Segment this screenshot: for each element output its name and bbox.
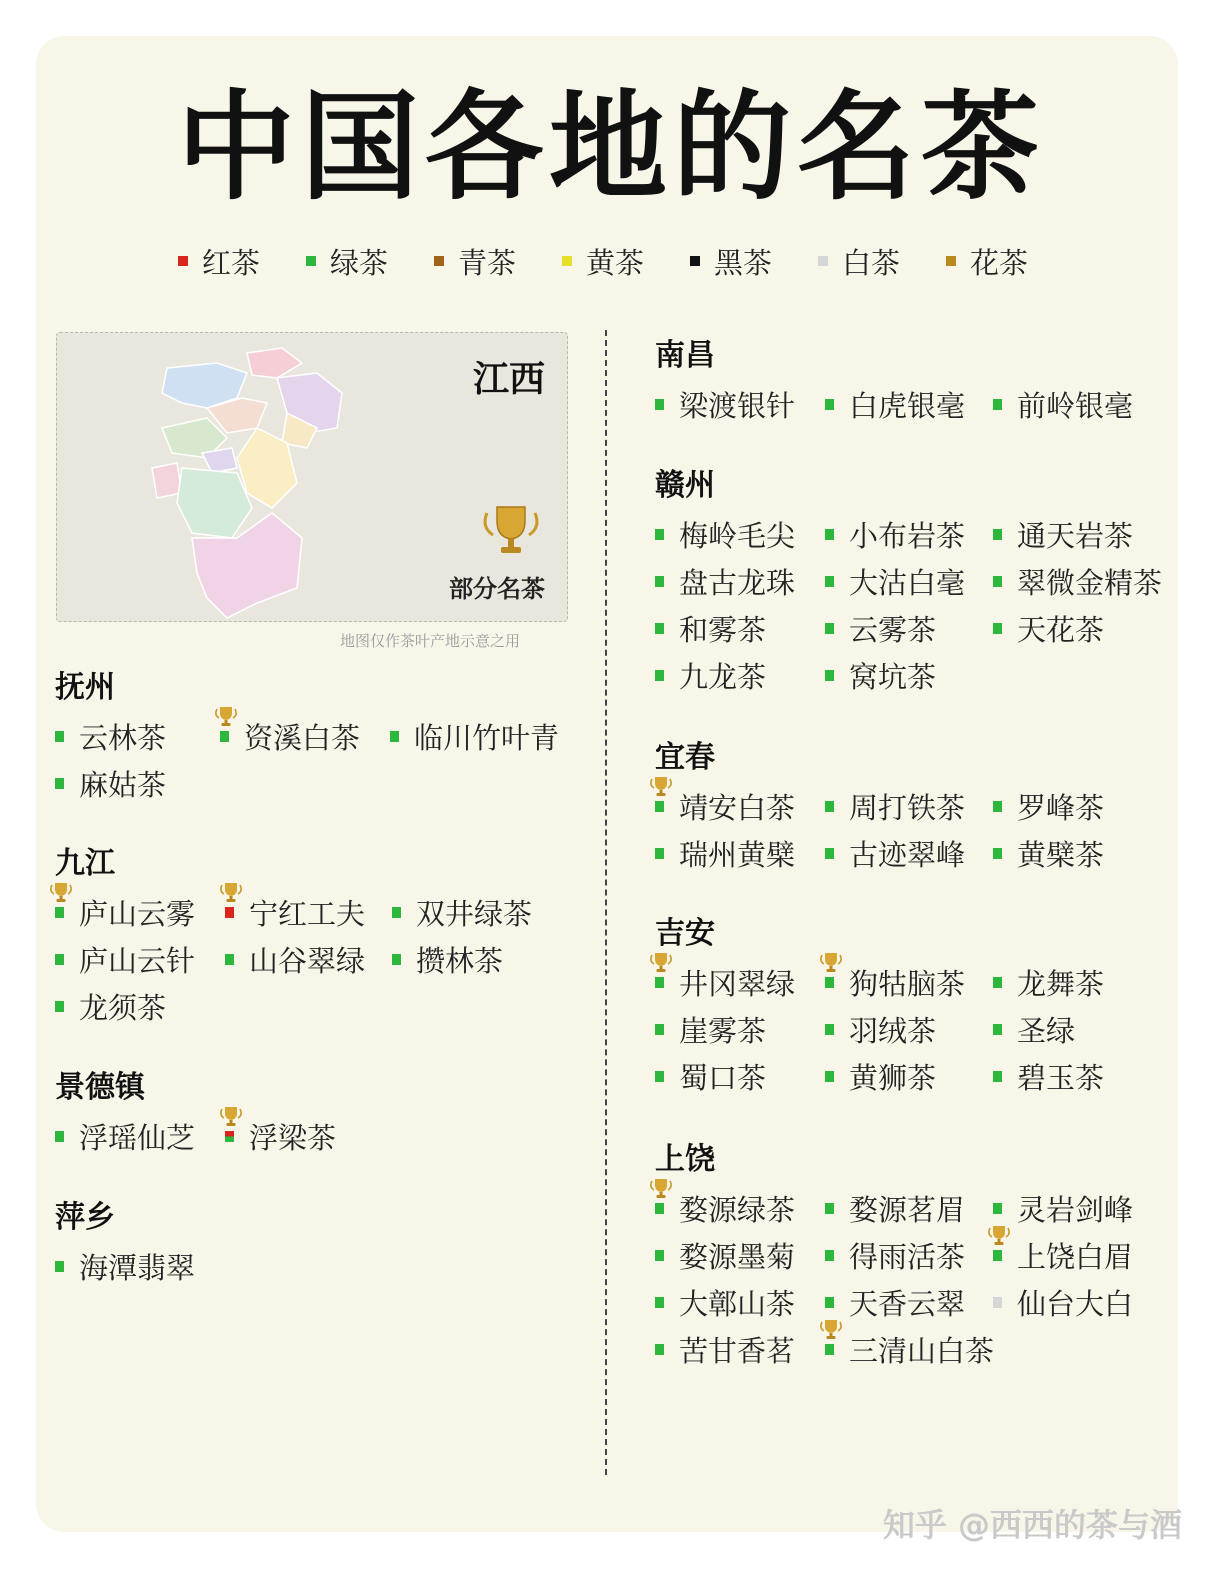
tea-item (825, 1282, 965, 1322)
legend-item (818, 240, 946, 282)
tea-item (655, 608, 766, 648)
tea-name: 临川竹叶青 (414, 720, 560, 755)
tea-name: 大鄣山茶 (679, 1286, 796, 1321)
trophy-icon (649, 1172, 673, 1206)
legend-item (946, 240, 1074, 282)
tea-item (55, 939, 195, 979)
legend-label: 白茶 (842, 245, 901, 280)
tea-name: 婺源墨菊 (679, 1239, 796, 1274)
trophy-icon (49, 876, 73, 910)
tea-type-swatch-icon (655, 848, 664, 859)
tea-name: 罗峰茶 (1017, 790, 1105, 825)
trophy-icon (479, 501, 543, 565)
tea-name: 得雨活茶 (849, 1239, 966, 1274)
tea-type-swatch-icon (55, 954, 64, 965)
tea-item (655, 786, 795, 826)
tea-type-swatch-icon (55, 1131, 64, 1142)
tea-item (55, 1116, 195, 1156)
tea-item (825, 786, 965, 826)
tea-type-swatch-icon (825, 670, 834, 681)
legend-swatch-icon (306, 256, 316, 266)
tea-name: 庐山云针 (79, 943, 196, 978)
tea-type-swatch-icon (55, 1261, 64, 1272)
region-heading-jingdezhen: 景德镇 (55, 1070, 145, 1105)
tea-name: 黄檗茶 (1017, 837, 1105, 872)
tea-name: 羽绒茶 (849, 1013, 937, 1048)
tea-name: 资溪白茶 (244, 720, 361, 755)
tea-item (55, 892, 195, 932)
tea-type-swatch-icon (655, 1071, 664, 1082)
tea-item (993, 1188, 1133, 1228)
tea-type-swatch-icon (825, 848, 834, 859)
tea-item (825, 608, 936, 648)
tea-name: 窝坑茶 (849, 659, 937, 694)
tea-name: 龙须茶 (79, 990, 167, 1025)
tea-item (225, 939, 365, 979)
trophy-icon (219, 1100, 243, 1134)
legend-label: 黄茶 (586, 245, 645, 280)
tea-name: 井冈翠绿 (679, 966, 796, 1001)
tea-item (655, 962, 795, 1002)
map-note: 地图仅作茶叶产地示意之用 (340, 632, 521, 650)
tea-name: 狗牯脑茶 (849, 966, 966, 1001)
tea-type-swatch-icon (993, 529, 1002, 540)
region-heading-fuzhou: 抚州 (55, 670, 115, 705)
tea-item (225, 1116, 336, 1156)
tea-item (993, 1235, 1133, 1275)
jiangxi-map (107, 333, 367, 622)
tea-item (655, 514, 795, 554)
tea-name: 山谷翠绿 (249, 943, 366, 978)
tea-item (993, 962, 1104, 1002)
tea-name: 仙台大白 (1017, 1286, 1134, 1321)
region-heading-jian: 吉安 (655, 916, 715, 951)
tea-item (655, 561, 795, 601)
tea-name: 浮瑶仙芝 (79, 1120, 196, 1155)
legend-item (690, 240, 818, 282)
tea-type-swatch-icon (655, 623, 664, 634)
tea-item (993, 1282, 1133, 1322)
trophy-icon (819, 1313, 843, 1347)
tea-type-swatch-icon (825, 1250, 834, 1261)
tea-type-swatch-icon (825, 399, 834, 410)
tea-name: 宁红工夫 (249, 896, 366, 931)
tea-item (655, 1282, 795, 1322)
legend-label: 青茶 (458, 245, 517, 280)
tea-item (993, 1056, 1104, 1096)
legend-swatch-icon (178, 256, 188, 266)
legend-label: 黑茶 (714, 245, 773, 280)
legend-item (434, 240, 562, 282)
tea-name: 小布岩茶 (849, 518, 966, 553)
tea-item (390, 716, 559, 756)
tea-name: 大沽白毫 (849, 565, 966, 600)
legend-item (306, 240, 434, 282)
tea-type-swatch-icon (993, 399, 1002, 410)
legend-label: 绿茶 (330, 245, 389, 280)
tea-item (825, 514, 965, 554)
tea-name: 婺源绿茶 (679, 1192, 796, 1227)
tea-item (825, 384, 965, 424)
tea-item (220, 716, 360, 756)
tea-name: 黄狮茶 (849, 1060, 937, 1095)
region-heading-pingxiang: 萍乡 (55, 1200, 115, 1235)
tea-type-swatch-icon (993, 576, 1002, 587)
tea-type-swatch-icon (55, 1001, 64, 1012)
tea-type-swatch-icon (825, 1071, 834, 1082)
tea-type-swatch-icon (825, 576, 834, 587)
tea-item (55, 716, 166, 756)
map-region-jian (177, 468, 252, 538)
tea-type-swatch-icon (390, 731, 399, 742)
map-subtitle: 部分名茶 (449, 575, 545, 603)
tea-item (392, 939, 503, 979)
watermark: 知乎 @西西的茶与酒 (882, 1506, 1182, 1544)
tea-type-swatch-icon (825, 1203, 834, 1214)
tea-item (825, 1056, 936, 1096)
tea-name: 海潭翡翠 (79, 1250, 196, 1285)
tea-name: 圣绿 (1017, 1013, 1076, 1048)
tea-item (825, 561, 965, 601)
tea-type-swatch-icon (993, 1024, 1002, 1035)
legend-swatch-icon (562, 256, 572, 266)
tea-type-swatch-icon (993, 801, 1002, 812)
tea-item (392, 892, 532, 932)
map-panel (56, 332, 568, 622)
tea-item (825, 1009, 936, 1049)
tea-type-swatch-icon (655, 1250, 664, 1261)
tea-item (825, 833, 965, 873)
tea-name: 靖安白茶 (679, 790, 796, 825)
tea-name: 通天岩茶 (1017, 518, 1134, 553)
tea-item (655, 384, 795, 424)
tea-name: 苦甘香茗 (679, 1333, 796, 1368)
tea-type-swatch-icon (825, 1297, 834, 1308)
tea-type-swatch-icon (993, 977, 1002, 988)
tea-name: 龙舞茶 (1017, 966, 1105, 1001)
legend-label: 花茶 (970, 245, 1029, 280)
legend-item (178, 240, 306, 282)
tea-item (655, 1056, 766, 1096)
tea-type-swatch-icon (993, 1203, 1002, 1214)
map-region-jingdezhen (247, 348, 302, 378)
legend-swatch-icon (946, 256, 956, 266)
tea-item (225, 892, 365, 932)
tea-name: 碧玉茶 (1017, 1060, 1105, 1095)
tea-item (655, 1188, 795, 1228)
tea-type-swatch-icon (392, 954, 401, 965)
region-heading-jiujiang: 九江 (55, 846, 115, 881)
tea-name: 翠微金精茶 (1017, 565, 1163, 600)
tea-type-swatch-icon (225, 954, 234, 965)
tea-item (993, 833, 1104, 873)
tea-type-swatch-icon (55, 778, 64, 789)
tea-item (655, 1329, 795, 1369)
tea-type-swatch-icon (655, 576, 664, 587)
tea-item (55, 986, 166, 1026)
legend-swatch-icon (690, 256, 700, 266)
map-province-label: 江西 (472, 359, 545, 400)
trophy-icon (219, 876, 243, 910)
trophy-icon (819, 946, 843, 980)
tea-name: 天花茶 (1017, 612, 1105, 647)
tea-type-swatch-icon (655, 529, 664, 540)
page-title: 中国各地的名茶 (176, 78, 1045, 216)
tea-name: 天香云翠 (849, 1286, 966, 1321)
tea-name: 攒林茶 (416, 943, 504, 978)
tea-item (55, 1246, 195, 1286)
tea-type-swatch-icon (993, 623, 1002, 634)
tea-type-swatch-icon (655, 670, 664, 681)
tea-type-swatch-icon (993, 1297, 1002, 1308)
tea-name: 梅岭毛尖 (679, 518, 796, 553)
tea-name: 双井绿茶 (416, 896, 533, 931)
trophy-icon (649, 946, 673, 980)
tea-type-swatch-icon (55, 731, 64, 742)
legend-label: 红茶 (202, 245, 261, 280)
tea-type-swatch-icon (825, 623, 834, 634)
tea-item (993, 786, 1104, 826)
tea-name: 古迹翠峰 (849, 837, 966, 872)
tea-type-swatch-icon (655, 1344, 664, 1355)
tea-item (825, 1329, 994, 1369)
tea-item (655, 1009, 766, 1049)
tea-name: 婺源茗眉 (849, 1192, 966, 1227)
tea-item (993, 561, 1162, 601)
tea-name: 庐山云雾 (79, 896, 196, 931)
tea-name: 白虎银毫 (849, 388, 966, 423)
column-divider (605, 330, 607, 1475)
region-heading-yichun: 宜春 (655, 740, 715, 775)
legend-swatch-icon (818, 256, 828, 266)
tea-name: 九龙茶 (679, 659, 767, 694)
tea-name: 麻姑茶 (79, 767, 167, 802)
tea-type-swatch-icon (825, 529, 834, 540)
trophy-icon (987, 1219, 1011, 1253)
legend-swatch-icon (434, 256, 444, 266)
map-region-pingxiang (152, 463, 182, 498)
tea-name: 前岭银毫 (1017, 388, 1134, 423)
tea-name: 梁渡银针 (679, 388, 796, 423)
tea-type-swatch-icon (825, 1024, 834, 1035)
tea-item (825, 655, 936, 695)
trophy-icon (214, 700, 238, 734)
tea-type-swatch-icon (993, 1071, 1002, 1082)
tea-item (993, 1009, 1075, 1049)
legend-item (562, 240, 690, 282)
tea-type-swatch-icon (825, 801, 834, 812)
tea-name: 灵岩剑峰 (1017, 1192, 1134, 1227)
tea-item (655, 1235, 795, 1275)
tea-name: 周打铁茶 (849, 790, 966, 825)
region-heading-ganzhou: 赣州 (655, 468, 715, 503)
region-heading-shangrao: 上饶 (655, 1142, 715, 1177)
tea-name: 蜀口茶 (679, 1060, 767, 1095)
tea-type-swatch-icon (655, 1297, 664, 1308)
tea-item (993, 608, 1104, 648)
tea-item (655, 833, 795, 873)
legend (178, 240, 1074, 282)
tea-name: 崖雾茶 (679, 1013, 767, 1048)
tea-item (993, 514, 1133, 554)
tea-name: 盘古龙珠 (679, 565, 796, 600)
tea-name: 云雾茶 (849, 612, 937, 647)
tea-type-swatch-icon (655, 1024, 664, 1035)
tea-type-swatch-icon (392, 907, 401, 918)
tea-item (825, 962, 965, 1002)
tea-item (655, 655, 766, 695)
region-heading-nanchang: 南昌 (655, 338, 715, 373)
tea-item (825, 1188, 965, 1228)
tea-item (825, 1235, 965, 1275)
tea-name: 云林茶 (79, 720, 167, 755)
tea-name: 上饶白眉 (1017, 1239, 1134, 1274)
tea-item (55, 763, 166, 803)
tea-name: 和雾茶 (679, 612, 767, 647)
map-region-xinyu (202, 448, 237, 473)
tea-type-swatch-icon (993, 848, 1002, 859)
tea-type-swatch-icon (655, 399, 664, 410)
trophy-icon (649, 770, 673, 804)
tea-name: 瑞州黄檗 (679, 837, 796, 872)
tea-item (993, 384, 1133, 424)
tea-name: 浮梁茶 (249, 1120, 337, 1155)
tea-name: 三清山白茶 (849, 1333, 995, 1368)
